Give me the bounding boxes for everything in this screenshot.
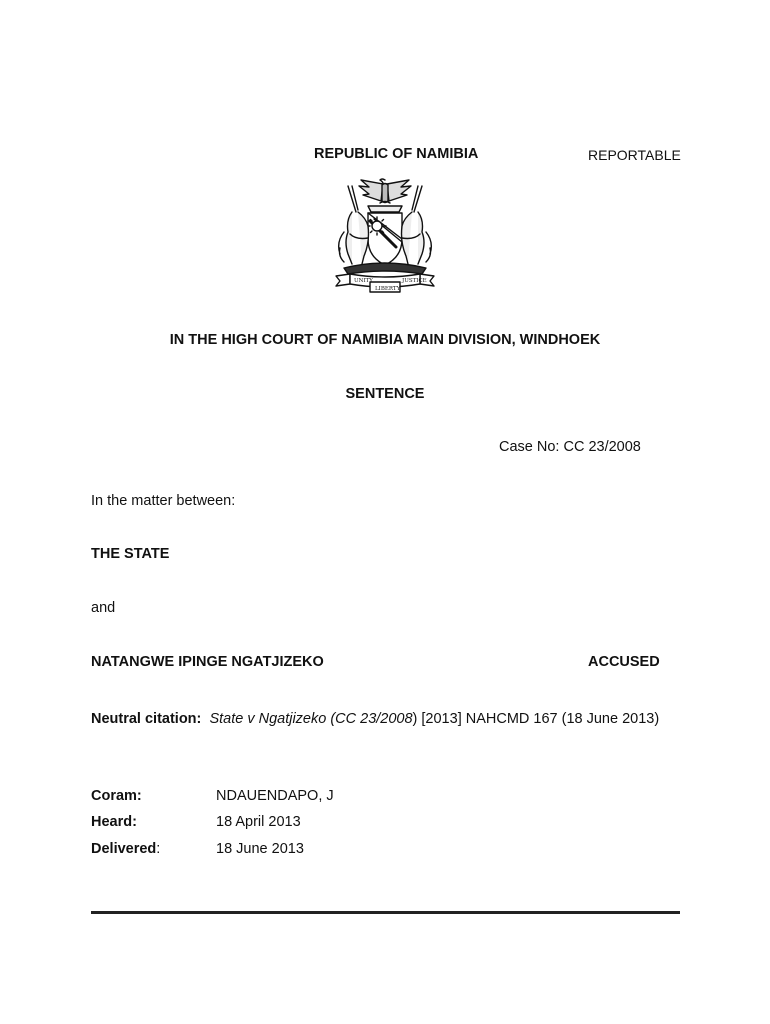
coram-label: Coram: bbox=[91, 788, 142, 804]
citation-label: Neutral citation: bbox=[91, 711, 202, 727]
delivered-label bbox=[91, 841, 160, 857]
document-type: SENTENCE bbox=[345, 386, 425, 402]
accused-role: ACCUSED bbox=[588, 654, 660, 670]
svg-text:JUSTICE: JUSTICE bbox=[402, 278, 427, 284]
svg-text:LIBERTY: LIBERTY bbox=[375, 286, 401, 292]
delivered-label-text: Delivered bbox=[91, 841, 157, 857]
matter-intro: In the matter between: bbox=[91, 493, 236, 509]
heard-value: 18 April 2013 bbox=[216, 814, 301, 830]
header-republic: REPUBLIC OF NAMIBIA bbox=[314, 146, 479, 162]
neutral-citation bbox=[91, 706, 679, 733]
party-state: THE STATE bbox=[91, 546, 170, 562]
reportable-label: REPORTABLE bbox=[588, 147, 681, 163]
case-number: Case No: CC 23/2008 bbox=[499, 439, 641, 455]
delivered-value: 18 June 2013 bbox=[216, 841, 304, 857]
coram-value: NDAUENDAPO, J bbox=[216, 788, 334, 804]
heard-label: Heard: bbox=[91, 814, 137, 830]
divider-rule bbox=[91, 911, 680, 914]
court-title: IN THE HIGH COURT OF NAMIBIA MAIN DIVISION, WINDHOEK bbox=[169, 332, 601, 348]
citation-rest: ) [2013] NAHCMD 167 (18 June 2013) bbox=[412, 711, 660, 727]
citation-case: State v Ngatjizeko (CC 23/2008 bbox=[209, 711, 413, 727]
accused-name: NATANGWE IPINGE NGATJIZEKO bbox=[91, 654, 324, 670]
svg-text:UNITY: UNITY bbox=[354, 278, 373, 284]
coat-of-arms-icon bbox=[330, 176, 440, 298]
conjunction-and: and bbox=[91, 600, 116, 616]
delivered-label-colon: : bbox=[156, 841, 161, 857]
